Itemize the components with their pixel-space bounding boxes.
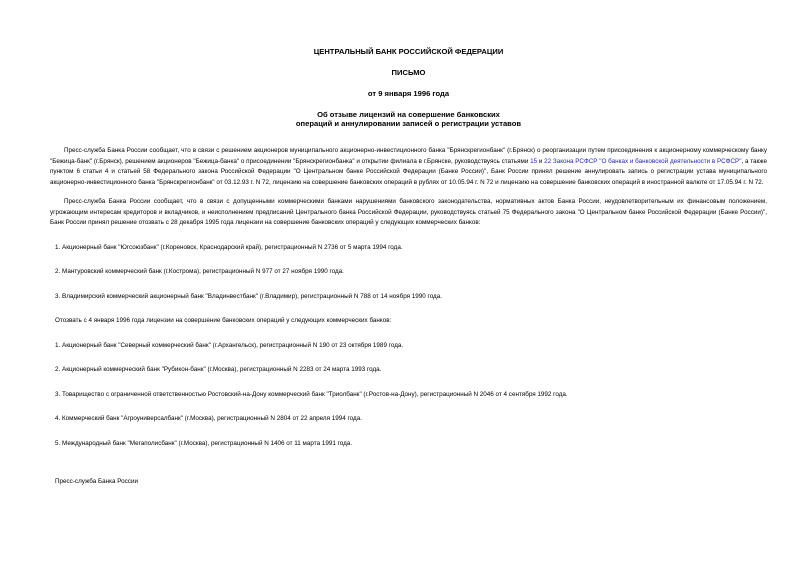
list-item: 5. Международный банк "Мегаполисбанк" (г.Москва), регистрационный N 1406 от 11 марта 1991 года. xyxy=(55,439,353,447)
list-item: 3. Владимирский коммерческий акционерный банк "Владинвестбанк" (г.Владимир), регистрационный N 788 от 14 ноября 1990 года. xyxy=(55,292,442,300)
issuer-title: ЦЕНТРАЛЬНЫЙ БАНК РОССИЙСКОЙ ФЕДЕРАЦИИ xyxy=(313,47,504,56)
subject-line-1: Об отзыве лицензий на совершение банковских xyxy=(317,110,500,119)
list-item: 1. Акционерный банк "Северный коммерческий банк" (г.Архангельск), регистрационный N 190 от 23 октября 1989 года. xyxy=(55,341,404,349)
paragraph-1-text-a: Пресс-служба Банка России сообщает, что в связи с решением акционеров муниципального акционерно-инвестиционного банка "Брянскрегионбанк" (г.Брянск) о реорганизации путем присоединения к акционерному коммерческому банку "Бежица-банк" (г.Брянск), решением акционеров "Бежица-банка" о присоединении "Брянскрегионбанка" и открытии филиала в г.Брянске, руководствуясь статьями xyxy=(50,147,767,165)
list-item: 4. Коммерческий банк "Агроуниверсалбанк" (г.Москва), регистрационный N 2804 от 22 апреля 1994 года. xyxy=(55,415,362,422)
paragraph-1-text-b: , а также пунктом 6 статьи 4 и статьей 58 Федерального закона Российской Федерации "О Центральном банке Российской Федерации (Банке России)", Банк России принял решение аннулировать запись о регистрации устава муниципального акционерно-инвестиционного банка "Брянскрегионбанк" от 03.12.93 г. N 72, лицензию на совершение банковских операций в рублях от 10.05.94 г. N 72 и лицензию на совершение банковских операций в иностранной валюте от 17.05.94 г. N 72. xyxy=(50,157,767,186)
document-body xyxy=(50,146,767,488)
document-date: от 9 января 1996 года xyxy=(367,89,450,98)
paragraph-2: Пресс-служба Банка России сообщает, что в связи с допущенными коммерческими банками нарушениями банковского законодательства, нормативных актов Банка России, неудовлетворительным их финансовым положением, угрожающим интересам кредиторов и вкладчиков, и неисполнением предписаний Центрального банка Российской Федерации, руководствуясь статьей 75 Федерального закона "О Центральном банке Российской Федерации (Банке России)", Банк России принял решение отозвать с 28 декабря 1995 года лицензии на совершение банковских операций у следующих коммерческих банков: xyxy=(50,198,767,226)
document-type: ПИСЬМО xyxy=(391,68,426,77)
list-item: 2. Мантуровский коммерческий банк (г.Кострома), регистрационный N 977 от 27 ноября 1990 года. xyxy=(55,268,344,275)
subject-line-2: операций и аннулировании записей о регистрации уставов xyxy=(295,119,522,128)
revocation-intro: Отозвать с 4 января 1996 года лицензии на совершение банковских операций у следующих коммерческих банков: xyxy=(55,317,392,324)
paragraph-1 xyxy=(50,146,767,188)
paragraph-1-and: и xyxy=(537,157,545,165)
document-subject xyxy=(50,110,767,128)
list-item: 3. Товарищество с ограниченной ответственностью Ростовский-на-Дону коммерческий банк "Триолбанк" (г.Ростов-на-Дону), регистрационный N 2046 от 4 сентября 1992 года. xyxy=(55,390,568,398)
law-article-22-link[interactable]: 22 Закона РСФСР "О банках и банковской деятельности в РСФСР" xyxy=(544,157,742,165)
list-item: 2. Акционерный коммерческий банк "Рубикон-банк" (г.Москва), регистрационный N 2283 от 24 марта 1993 года. xyxy=(55,366,382,373)
law-article-15-link[interactable]: 15 xyxy=(530,157,538,165)
signature: Пресс-служба Банка России xyxy=(55,478,138,485)
list-item: 1. Акционерный банк "Югсоюзбанк" (г.Кореновск, Краснодарский край), регистрационный N 2736 от 5 марта 1994 года. xyxy=(55,243,403,251)
